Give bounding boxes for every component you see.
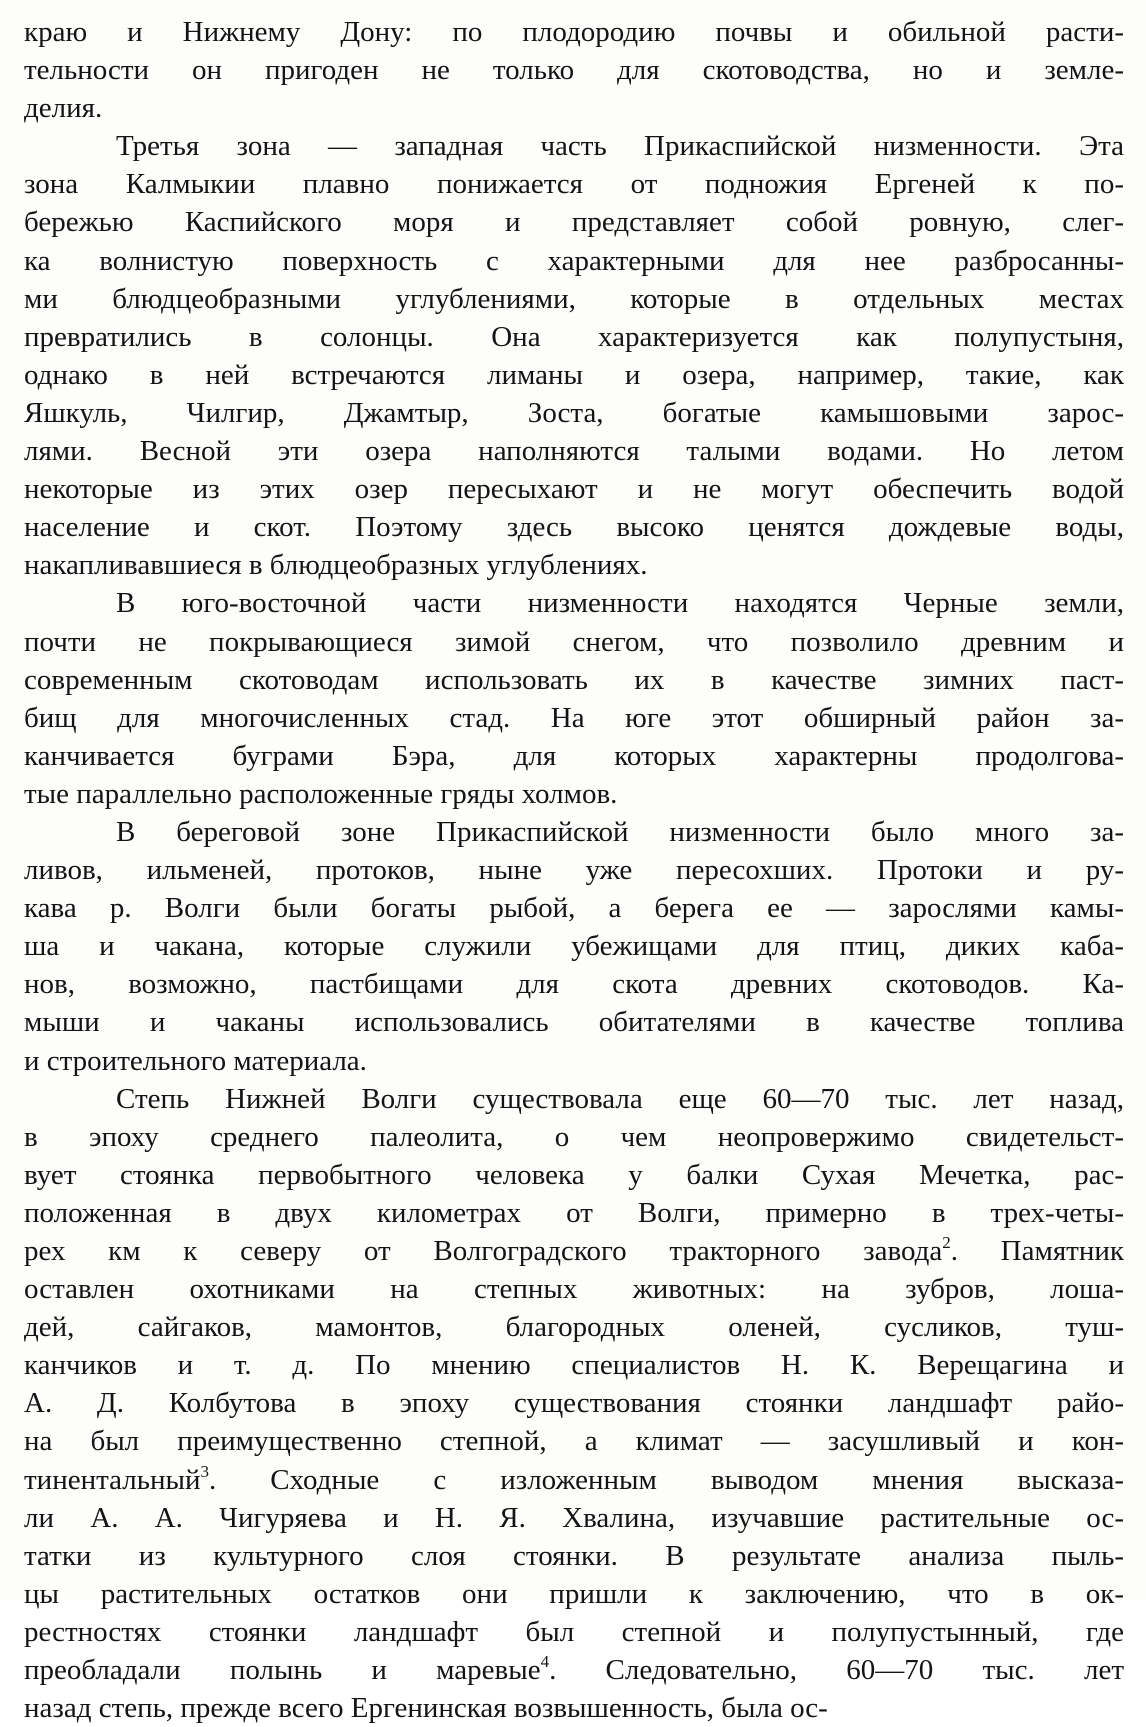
text-line: тинентальный$^3$. Сходные с изложенным выводом мнения высказа- xyxy=(24,1461,1124,1496)
text-line: преобладали полынь и маревые$^4$. Следовательно, 60—70 тыс. лет xyxy=(24,1652,1124,1687)
text-line: ливов, ильменей, протоков, ныне уже пересохших. Протоки и ру- xyxy=(24,854,1124,887)
footnote-marker: 2 xyxy=(942,1233,951,1252)
text-line: рестностях стоянки ландшафт был степной и полупустынный, где xyxy=(24,1615,1124,1648)
text-line: нов, возможно, пастбищами для скота древних скотоводов. Ка- xyxy=(24,968,1124,1001)
text-line: ша и чакана, которые служили убежищами для птиц, диких каба- xyxy=(24,930,1124,963)
text-line: ка волнистую поверхность с характерными для нее разбросанны- xyxy=(24,244,1124,277)
paragraph xyxy=(24,13,1124,127)
text-line: бищ для многочисленных стад. На юге этот обширный район за- xyxy=(24,701,1124,734)
text-line: В юго-восточной части низменности находятся Черные земли, xyxy=(116,587,1124,620)
text-line: А. Д. Колбутова в эпоху существования стоянки ландшафт райо- xyxy=(24,1387,1124,1420)
text-line: рех км к северу от Волгоградского тракторного завода$^2$. Памятник xyxy=(24,1233,1124,1267)
text-line: ли А. А. Чигуряева и Н. Я. Хвалина, изучавшие растительные ос- xyxy=(24,1501,1124,1534)
text-line: на был преимущественно степной, а климат — засушливый и кон- xyxy=(24,1425,1124,1458)
text-line: Степь Нижней Волги существовала еще 60—70 тыс. лет назад, xyxy=(116,1082,1124,1115)
text-line: мыши и чаканы использовались обитателями в качестве топлива xyxy=(24,1006,1124,1039)
text-line: накапливавшиеся в блюдцеобразных углублениях. xyxy=(24,549,648,582)
paragraph xyxy=(24,1080,1124,1727)
text-line: назад степь, прежде всего Ергенинская возвышенность, была ос- xyxy=(24,1692,828,1725)
text-line: тые параллельно расположенные гряды холмов. xyxy=(24,777,618,810)
text-line: почти не покрывающиеся зимой снегом, что позволило древним и xyxy=(24,625,1124,658)
text-line: в эпоху среднего палеолита, о чем неопровержимо свидетельст- xyxy=(24,1120,1124,1153)
paragraph xyxy=(24,584,1124,813)
text-line: вует стоянка первобытного человека у балки Сухая Мечетка, рас- xyxy=(24,1158,1124,1191)
text-line: положенная в двух километрах от Волги, примерно в трех-четы- xyxy=(24,1196,1124,1229)
text-line: Яшкуль, Чилгир, Джамтыр, Зоста, богатые камышовыми зарос- xyxy=(24,396,1124,429)
text-line: и строительного материала. xyxy=(24,1044,367,1077)
paragraph xyxy=(24,127,1124,584)
text-line: современным скотоводам использовать их в качестве зимних паст- xyxy=(24,663,1124,696)
text-line: некоторые из этих озер пересыхают и не могут обеспечить водой xyxy=(24,473,1124,506)
text-line: однако в ней встречаются лиманы и озера, например, такие, как xyxy=(24,358,1124,391)
text-line: население и скот. Поэтому здесь высоко ценятся дождевые воды, xyxy=(24,511,1124,544)
text-line: краю и Нижнему Дону: по плодородию почвы и обильной расти- xyxy=(24,16,1124,48)
footnote-marker: 3 xyxy=(200,1461,209,1481)
text-line: бережью Каспийского моря и представляет собой ровную, слег- xyxy=(24,206,1124,239)
text-line: канчивается буграми Бэра, для которых характерны продолгова- xyxy=(24,739,1124,772)
text-line: канчиков и т. д. По мнению специалистов Н. К. Верещагина и xyxy=(24,1349,1124,1382)
text-line: тельности он пригоден не только для скотоводства, но и земле- xyxy=(24,54,1124,87)
text-line: цы растительных остатков они пришли к заключению, что в ок- xyxy=(24,1577,1124,1610)
text-line: оставлен охотниками на степных животных: на зубров, лоша- xyxy=(24,1273,1124,1306)
text-line: татки из культурного слоя стоянки. В результате анализа пыль- xyxy=(24,1539,1124,1572)
text-line: делия. xyxy=(24,92,103,125)
text-line: ми блюдцеобразными углублениями, которые в отдельных местах xyxy=(24,282,1124,315)
text-line: Третья зона — западная часть Прикаспийской низменности. Эта xyxy=(116,130,1124,163)
footnote-marker: 4 xyxy=(540,1652,550,1672)
text-line: лями. Весной эти озера наполняются талыми водами. Но летом xyxy=(24,435,1124,468)
text-line: В береговой зоне Прикаспийской низменности было много за- xyxy=(116,815,1124,848)
text-line: зона Калмыкии плавно понижается от подножия Ергеней к по- xyxy=(24,168,1124,201)
text-line: кава р. Волги были богаты рыбой, а берега ее — зарослями камы- xyxy=(24,892,1124,925)
text-line: дей, сайгаков, мамонтов, благородных оленей, сусликов, туш- xyxy=(24,1311,1124,1344)
page-text-body xyxy=(24,13,1124,1727)
paragraph xyxy=(24,813,1124,1080)
text-line: превратились в солонцы. Она характеризуется как полупустыня, xyxy=(24,320,1124,353)
